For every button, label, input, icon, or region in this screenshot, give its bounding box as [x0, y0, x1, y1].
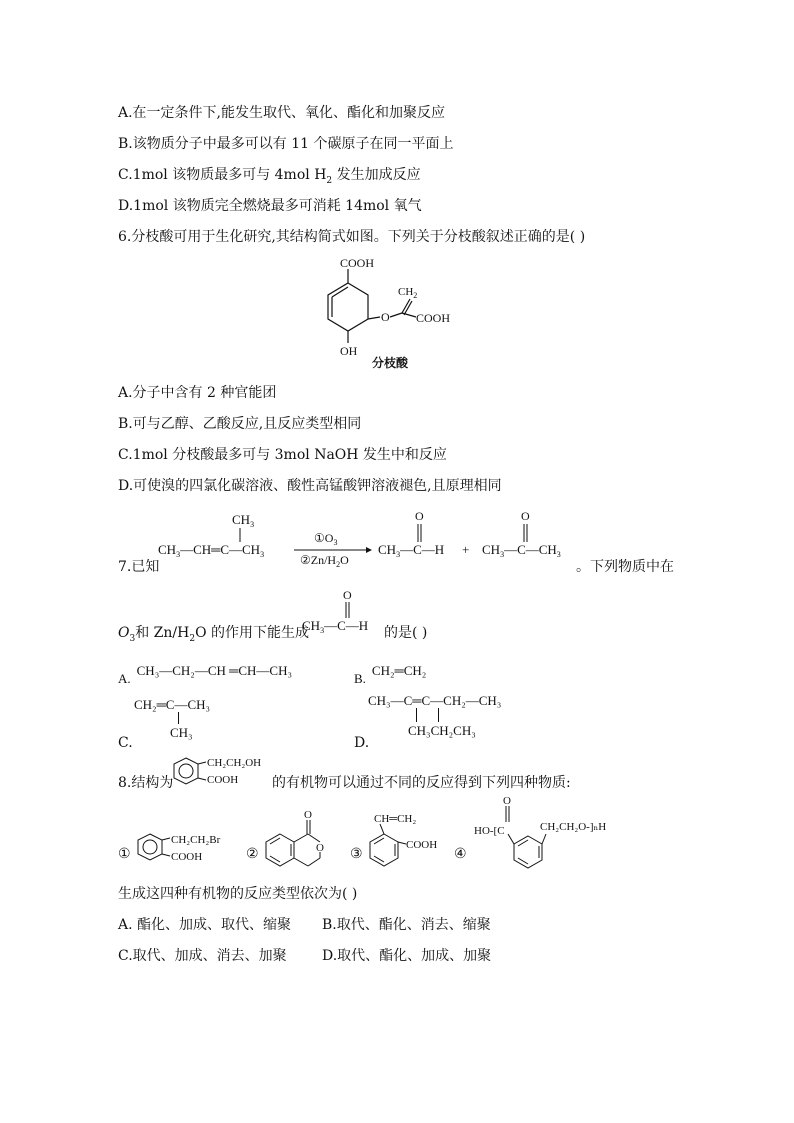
q8-parent-structure [172, 754, 272, 790]
q7-option-c-branch: CH₃ [170, 725, 193, 740]
q5-option-c-sub: 2 [326, 175, 333, 186]
svg-text:O: O [503, 795, 511, 807]
q5-option-d: D.1mol 该物质完全燃烧最多可消耗 14mol 氧气 [118, 198, 422, 214]
q5-option-b: B.该物质分子中最多可以有 11 个碳原子在同一平面上 [118, 136, 454, 152]
q8-prefix: 8.结构为 [118, 775, 174, 791]
q7-o3: O [118, 625, 130, 641]
q7-line2-mid2: O 的作用下能生成 [195, 625, 310, 641]
cooh-top-label: COOH [340, 256, 375, 270]
svg-text:O: O [316, 842, 324, 854]
q6-stem: 6.分枝酸可用于生化研究,其结构简式如图。下列关于分枝酸叙述正确的是( ) [118, 229, 586, 245]
svg-text:COOH: COOH [171, 851, 203, 863]
q7-option-b: B.CH₂═CH₂ [354, 663, 427, 686]
q7-option-a: A.CH₃—CH₂—CH ═CH—CH₃ [118, 663, 292, 686]
q8-item-4-structure [472, 792, 622, 872]
q7-option-d-label: D. [354, 735, 370, 751]
q6-option-c: C.1mol 分枝酸最多可与 3mol NaOH 发生中和反应 [118, 447, 447, 463]
svg-text:CH₂CH₂OH: CH₂CH₂OH [207, 757, 262, 769]
q8-option-c: C.取代、加成、消去、加聚 [118, 948, 287, 964]
cyclohexadiene-ring [328, 269, 416, 343]
q7-option-d-bond2 [438, 708, 439, 722]
q7-option-d-branches: CH₃CH₂CH₃ [408, 723, 476, 738]
branched-acid-structure [310, 255, 480, 370]
plus-sign: + [462, 542, 470, 557]
svg-text:COOH: COOH [406, 839, 438, 851]
svg-text:CH═CH₂: CH═CH₂ [374, 813, 417, 825]
acetaldehyde-structure [300, 588, 390, 638]
figure-caption: 分枝酸 [372, 356, 409, 370]
q8-option-a: A. 酯化、加成、取代、缩聚 [118, 917, 292, 933]
q8-item-1-num: ① [118, 846, 131, 862]
q6-option-d: D.可使溴的四氯化碳溶液、酸性高锰酸钾溶液褪色,且原理相同 [118, 478, 502, 494]
svg-text:O: O [304, 809, 312, 821]
product-2: $CH_3—C—CH_3$ [482, 542, 561, 559]
q7-option-d-formula: CH₃—C═C—CH₂—CH₃ [368, 693, 502, 708]
reactant-ch3-top: $CH_3$ [232, 512, 255, 529]
q8-item-1-structure [136, 830, 232, 866]
ozonolysis-reaction [156, 508, 586, 570]
q7-suffix: 。下列物质中在 [576, 559, 674, 575]
svg-text:CH3—C—H: $CH_3—C—H$ [302, 618, 369, 635]
svg-text:CH₂CH₂O-]ₙH: CH₂CH₂O-]ₙH [540, 821, 607, 833]
oh-label: OH [340, 344, 358, 358]
svg-text:O: O [343, 588, 352, 602]
q5-option-c [118, 166, 421, 190]
cooh-side-label: COOH [416, 311, 451, 325]
q8-item-3-structure [366, 810, 446, 870]
q8-stem2: 生成这四种有机物的反应类型依次为( ) [118, 886, 358, 902]
q7-line2 [118, 624, 309, 648]
ch2-label: $CH_2$ [398, 286, 418, 300]
reactant-ch3: $CH_3—CH═C—CH_3$ [158, 542, 265, 559]
q8-option-d: D.取代、酯化、加成、加聚 [322, 948, 492, 964]
q8-item-2-num: ② [246, 846, 259, 862]
q5-option-c-pre: C.1mol 该物质最多可与 4mol H [118, 167, 327, 183]
q6-option-a: A.分子中含有 2 种官能团 [118, 385, 277, 401]
q8-suffix: 的有机物可以通过不同的反应得到下列四种物质: [272, 775, 571, 791]
q8-option-b: B.取代、酯化、消去、缩聚 [322, 917, 491, 933]
ether-o-label: O [381, 310, 390, 324]
q7-line2-mid: 和 Zn/H [135, 625, 190, 641]
q8-item-4-num: ④ [454, 846, 467, 862]
q5-option-c-post: 发生加成反应 [332, 167, 421, 183]
q7-option-c-formula: CH₂═C—CH₃ [134, 697, 211, 712]
svg-text:CH₂CH₂Br: CH₂CH₂Br [171, 834, 221, 846]
product-1: $CH_3—C—H$ [378, 542, 445, 559]
q7-line2-post: 的是( ) [384, 625, 428, 641]
q7-option-d-bond1 [416, 708, 417, 722]
q7-h2o-sub: 2 [189, 633, 196, 644]
q7-prefix: 7.已知 [118, 559, 160, 575]
condition-1: $①O_3$ [314, 531, 338, 547]
q7-option-c-bond [178, 712, 179, 724]
q8-item-3-num: ③ [350, 846, 363, 862]
q5-option-a: A.在一定条件下,能发生取代、氧化、酯化和加聚反应 [118, 105, 446, 121]
q8-item-2-structure [262, 806, 342, 876]
product-2-o: O [521, 509, 530, 523]
q7-o3-sub: 3 [129, 633, 136, 644]
svg-text:COOH: COOH [207, 774, 239, 786]
svg-text:HO-[C: HO-[C [474, 825, 505, 837]
product-1-o: O [415, 509, 424, 523]
condition-2: ②Zn/$H_2O$ [300, 553, 349, 569]
q6-option-b: B.可与乙醇、乙酸反应,且反应类型相同 [118, 416, 362, 432]
q7-option-c-label: C. [118, 735, 133, 751]
